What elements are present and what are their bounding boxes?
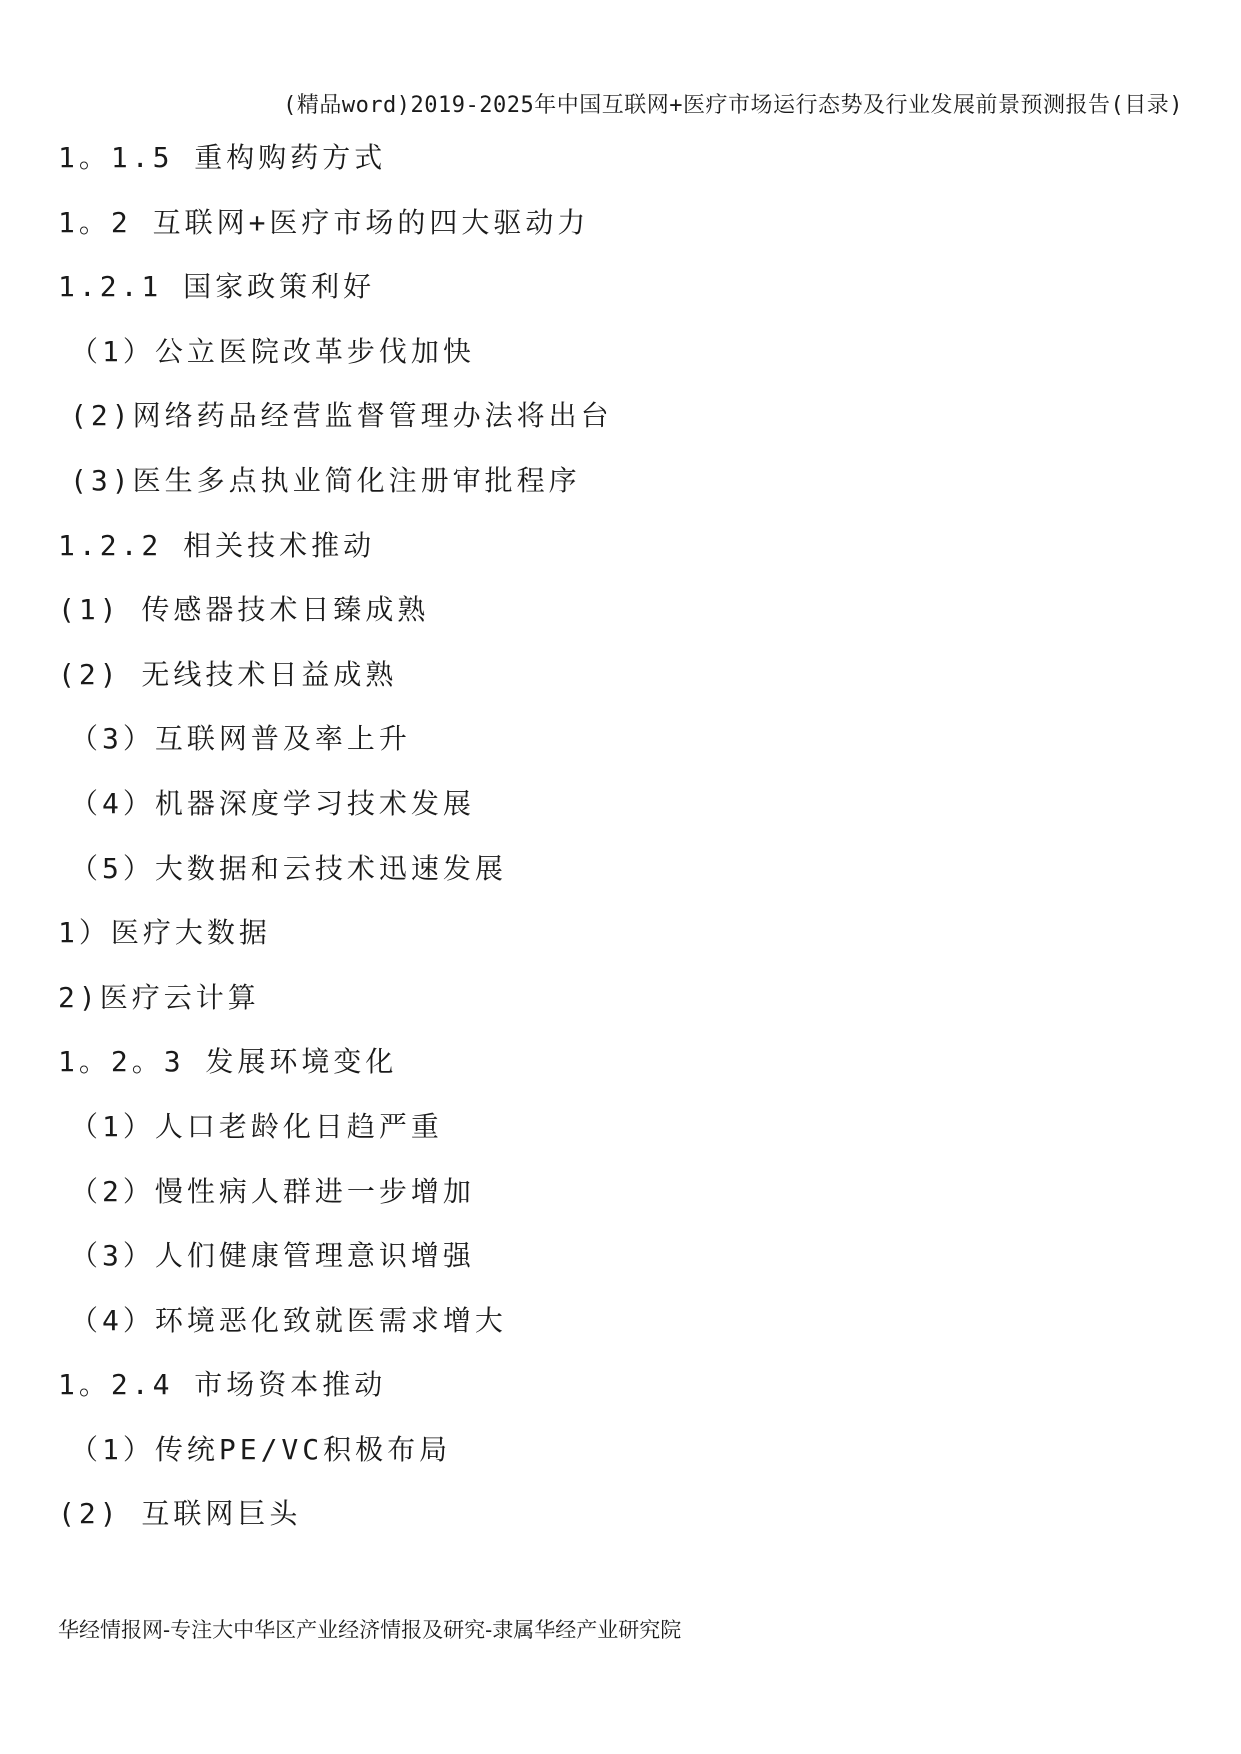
toc-entry: 1.2.1 国家政策利好 [58,270,376,304]
toc-entry: (2) 互联网巨头 [58,1497,302,1531]
toc-entry: （4）机器深度学习技术发展 [70,786,475,820]
toc-entry: （1）传统PE/VC积极布局 [70,1432,452,1466]
toc-entry: 1.2.2 相关技术推动 [58,528,376,562]
toc-entry: （5）大数据和云技术迅速发展 [70,851,507,885]
toc-entry: 1。1.5 重构购药方式 [58,141,387,174]
toc-entry: （3）互联网普及率上升 [70,722,411,756]
table-of-contents [58,126,1178,1547]
toc-entry: 1。2。3 发展环境变化 [58,1045,398,1079]
toc-entry: 2)医疗云计算 [58,980,260,1014]
toc-entry: (3)医生多点执业简化注册审批程序 [70,463,581,497]
page-header: (精品word)2019-2025年中国互联网+医疗市场运行态势及行业发展前景预测报告(目录) [283,93,1183,118]
toc-entry: （3）人们健康管理意识增强 [70,1239,475,1273]
toc-entry: 1。2 互联网+医疗市场的四大驱动力 [58,205,590,239]
toc-entry: （1）公立医院改革步伐加快 [70,334,475,368]
toc-entry: （2）慢性病人群进一步增加 [70,1174,475,1208]
toc-entry: 1）医疗大数据 [58,916,271,950]
toc-entry: （4）环境恶化致就医需求增大 [70,1303,507,1337]
toc-entry: (2)网络药品经营监督管理办法将出台 [70,399,613,433]
toc-entry: （1）人口老龄化日趋严重 [70,1109,443,1143]
toc-entry: 1。2.4 市场资本推动 [58,1368,387,1402]
page-footer: 华经情报网-专注大中华区产业经济情报及研究-隶属华经产业研究院 [58,1618,682,1642]
toc-entry: (1) 传感器技术日臻成熟 [58,593,430,627]
toc-entry: (2) 无线技术日益成熟 [58,657,398,691]
